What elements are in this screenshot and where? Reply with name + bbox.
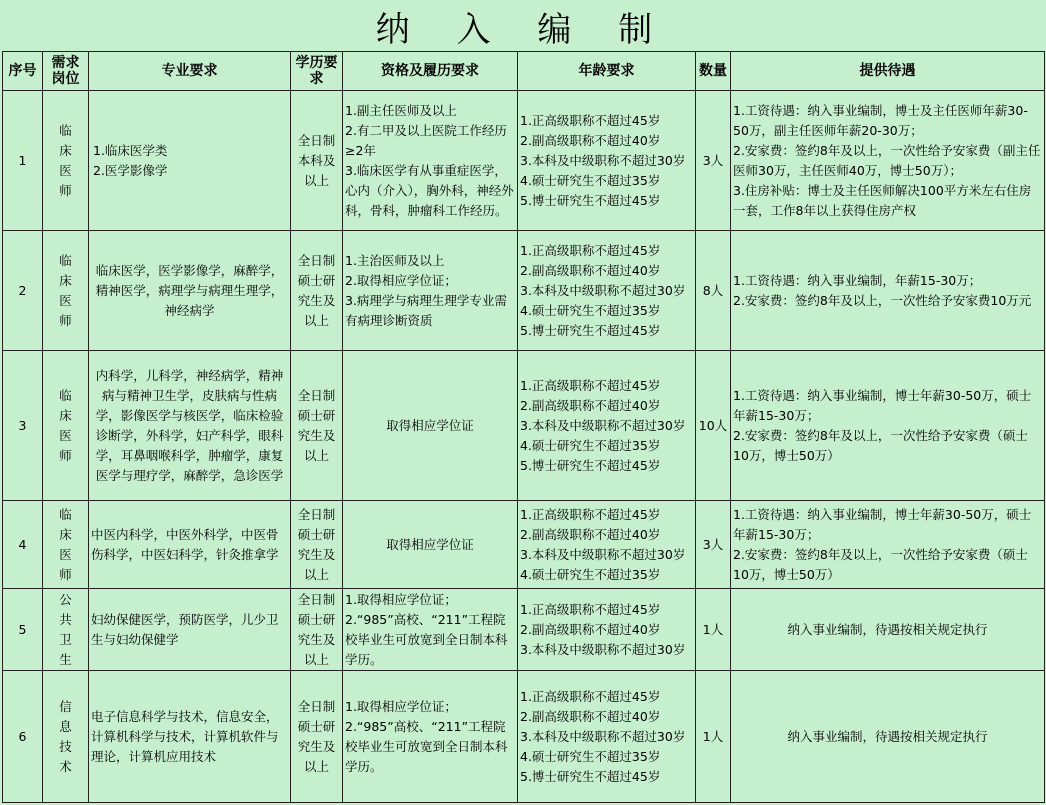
age-line: 3.本科及中级职称不超过30岁 (520, 282, 686, 298)
cell-major[interactable] (89, 351, 291, 501)
benefit-line: 2.安家费：签约8年及以上，一次性给予安家费10万元 (733, 292, 1032, 308)
age-line: 2.副高级职称不超过40岁 (520, 132, 661, 148)
cell-qualification[interactable] (343, 589, 518, 671)
header-no[interactable]: 序号 (3, 52, 43, 91)
cell-no[interactable]: 6 (3, 671, 43, 803)
age-line: 5.博士研究生不超过45岁 (520, 768, 661, 784)
age-line: 3.本科及中级职称不超过30岁 (520, 417, 686, 433)
age-line: 5.博士研究生不超过45岁 (520, 322, 661, 338)
qualification-line: 2.“985”高校、“211”工程院校毕业生可放宽到全日制本科学历。 (345, 611, 508, 667)
major-line: 2.医学影像学 (93, 162, 168, 178)
cell-position[interactable] (43, 91, 89, 231)
cell-position[interactable] (43, 671, 89, 803)
age-line: 3.本科及中级职称不超过30岁 (520, 152, 686, 168)
age-line: 2.副高级职称不超过40岁 (520, 526, 661, 542)
major-line: 中医内科学，中医外科学，中医骨伤科学，中医妇科学，针灸推拿学 (91, 526, 279, 562)
major-line: 电子信息科学与技术，信息安全，计算机科学与技术，计算机软件与理论，计算机应用技术 (91, 708, 279, 764)
header-position[interactable]: 需求岗位 (43, 52, 89, 91)
header-row (3, 52, 1045, 91)
cell-benefits[interactable] (731, 351, 1045, 501)
table-row (3, 231, 1045, 351)
table-row (3, 91, 1045, 231)
age-line: 2.副高级职称不超过40岁 (520, 708, 661, 724)
position-text: 临床医师 (59, 122, 72, 198)
age-line: 1.正高级职称不超过45岁 (520, 377, 661, 393)
cell-qualification[interactable] (343, 671, 518, 803)
cell-age[interactable] (518, 589, 696, 671)
cell-position[interactable] (43, 351, 89, 501)
age-line: 3.本科及中级职称不超过30岁 (520, 728, 686, 744)
age-line: 2.副高级职称不超过40岁 (520, 262, 661, 278)
header-major[interactable]: 专业要求 (89, 52, 291, 91)
major-line: 内科学，儿科学，神经病学，精神病与精神卫生学，皮肤病与性病学，影像医学与核医学，临床检验诊断学，外科学，妇产科学，眼科学，耳鼻咽喉科学，肿瘤学，康复医学与理疗学，麻醉学，急诊医学 (95, 367, 284, 483)
cell-major[interactable] (89, 501, 291, 589)
cell-no[interactable]: 1 (3, 91, 43, 231)
cell-age[interactable] (518, 501, 696, 589)
header-age[interactable]: 年龄要求 (518, 52, 696, 91)
cell-count[interactable]: 3人 (696, 91, 731, 231)
cell-qualification[interactable] (343, 91, 518, 231)
qualification-line: 3.临床医学有从事重症医学，心内（介入），胸外科，神经外科，骨科，肿瘤科工作经历。 (345, 162, 514, 218)
cell-age[interactable] (518, 671, 696, 803)
cell-no[interactable]: 2 (3, 231, 43, 351)
qualification-line: 2.取得相应学位证； (345, 272, 457, 288)
header-count[interactable]: 数量 (696, 52, 731, 91)
header-benefits[interactable]: 提供待遇 (731, 52, 1045, 91)
cell-count[interactable]: 8人 (696, 231, 731, 351)
qualification-line: 3.病理学与病理生理学专业需有病理诊断资质 (345, 292, 507, 328)
qualification-line: 2.有二甲及以上医院工作经历≥2年 (345, 122, 507, 158)
page-title: 纳 入 编 制 (375, 9, 671, 50)
major-line: 妇幼保健医学，预防医学，儿少卫生与妇幼保健学 (91, 611, 279, 647)
age-line: 1.正高级职称不超过45岁 (520, 688, 661, 704)
cell-major[interactable] (89, 589, 291, 671)
cell-benefits[interactable] (731, 671, 1045, 803)
qualification-line: 1.取得相应学位证； (345, 698, 457, 714)
major-line: 临床医学，医学影像学，麻醉学，精神医学，病理学与病理生理学，神经病学 (95, 262, 284, 318)
age-line: 1.正高级职称不超过45岁 (520, 112, 661, 128)
age-line: 4.硕士研究生不超过35岁 (520, 172, 661, 188)
qualification-line: 2.“985”高校、“211”工程院校毕业生可放宽到全日制本科学历。 (345, 718, 508, 774)
recruitment-table (2, 51, 1045, 803)
cell-major[interactable] (89, 231, 291, 351)
cell-age[interactable] (518, 91, 696, 231)
qualification-line: 取得相应学位证 (386, 417, 474, 433)
age-line: 2.副高级职称不超过40岁 (520, 621, 661, 637)
cell-education[interactable]: 全日制硕士研究生及以上 (291, 671, 343, 803)
cell-count[interactable]: 3人 (696, 501, 731, 589)
cell-no[interactable]: 4 (3, 501, 43, 589)
cell-qualification[interactable] (343, 231, 518, 351)
cell-position[interactable] (43, 231, 89, 351)
cell-benefits[interactable] (731, 231, 1045, 351)
cell-benefits[interactable] (731, 501, 1045, 589)
benefit-line: 1.工资待遇：纳入事业编制，博士年薪30-50万，硕士年薪15-30万； (733, 387, 1032, 423)
cell-education[interactable]: 全日制硕士研究生及以上 (291, 501, 343, 589)
age-line: 3.本科及中级职称不超过30岁 (520, 546, 686, 562)
benefit-line: 2.安家费：签约8年及以上，一次性给予安家费（硕士10万，博士50万） (733, 546, 1028, 582)
age-line: 3.本科及中级职称不超过30岁 (520, 641, 686, 657)
age-line: 4.硕士研究生不超过35岁 (520, 748, 661, 764)
position-text: 信息技术 (59, 698, 72, 774)
cell-count[interactable]: 10人 (696, 351, 731, 501)
table-row (3, 351, 1045, 501)
benefit-line: 1.工资待遇：纳入事业编制，博士年薪30-50万，硕士年薪15-30万； (733, 506, 1032, 542)
benefit-line: 2.安家费：签约8年及以上，一次性给予安家费（副主任医师30万，主任医师40万，博士50万）； (733, 142, 1041, 178)
benefit-line: 2.安家费：签约8年及以上，一次性给予安家费（硕士10万，博士50万） (733, 427, 1028, 463)
position-text: 公共卫生 (59, 591, 72, 667)
cell-age[interactable] (518, 231, 696, 351)
qualification-line: 取得相应学位证 (386, 536, 474, 552)
cell-education[interactable]: 全日制本科及以上 (291, 91, 343, 231)
cell-position[interactable] (43, 501, 89, 589)
cell-no[interactable]: 3 (3, 351, 43, 501)
qualification-line: 1.主治医师及以上 (345, 252, 445, 268)
age-line: 1.正高级职称不超过45岁 (520, 506, 661, 522)
cell-count[interactable]: 1人 (696, 589, 731, 671)
position-text: 临床医师 (59, 387, 72, 463)
age-line: 1.正高级职称不超过45岁 (520, 601, 661, 617)
benefit-line: 1.工资待遇：纳入事业编制，年薪15-30万； (733, 272, 982, 288)
cell-count[interactable]: 1人 (696, 671, 731, 803)
cell-qualification[interactable] (343, 351, 518, 501)
table-row (3, 589, 1045, 671)
age-line: 5.博士研究生不超过45岁 (520, 457, 661, 473)
cell-age[interactable] (518, 351, 696, 501)
cell-major[interactable] (89, 671, 291, 803)
age-line: 4.硕士研究生不超过35岁 (520, 302, 661, 318)
age-line: 4.硕士研究生不超过35岁 (520, 437, 661, 453)
age-line: 4.硕士研究生不超过35岁 (520, 566, 661, 582)
benefit-line: 纳入事业编制，待遇按相关规定执行 (787, 621, 988, 637)
cell-position[interactable] (43, 589, 89, 671)
benefit-line: 纳入事业编制，待遇按相关规定执行 (787, 728, 988, 744)
age-line: 1.正高级职称不超过45岁 (520, 242, 661, 258)
age-line: 5.博士研究生不超过45岁 (520, 192, 661, 208)
cell-benefits[interactable] (731, 589, 1045, 671)
benefit-line: 3.住房补贴：博士及主任医师解决100平方米左右住房一套，工作8年以上获得住房产权 (733, 182, 1032, 218)
age-line: 2.副高级职称不超过40岁 (520, 397, 661, 413)
cell-major[interactable] (89, 91, 291, 231)
benefit-line: 1.工资待遇：纳入事业编制，博士及主任医师年薪30-50万，副主任医师年薪20-30万； (733, 102, 1028, 138)
qualification-line: 1.副主任医师及以上 (345, 102, 457, 118)
cell-no[interactable]: 5 (3, 589, 43, 671)
cell-qualification[interactable] (343, 501, 518, 589)
table-row (3, 671, 1045, 803)
cell-education[interactable]: 全日制硕士研究生及以上 (291, 589, 343, 671)
header-qualification[interactable]: 资格及履历要求 (343, 52, 518, 91)
cell-education[interactable]: 全日制硕士研究生及以上 (291, 231, 343, 351)
table-row (3, 501, 1045, 589)
major-line: 1.临床医学类 (93, 142, 168, 158)
cell-benefits[interactable] (731, 91, 1045, 231)
qualification-line: 1.取得相应学位证； (345, 591, 457, 607)
header-education[interactable]: 学历要求 (291, 52, 343, 91)
cell-education[interactable]: 全日制硕士研究生及以上 (291, 351, 343, 501)
position-text: 临床医师 (59, 252, 72, 328)
position-text: 临床医师 (59, 506, 72, 582)
